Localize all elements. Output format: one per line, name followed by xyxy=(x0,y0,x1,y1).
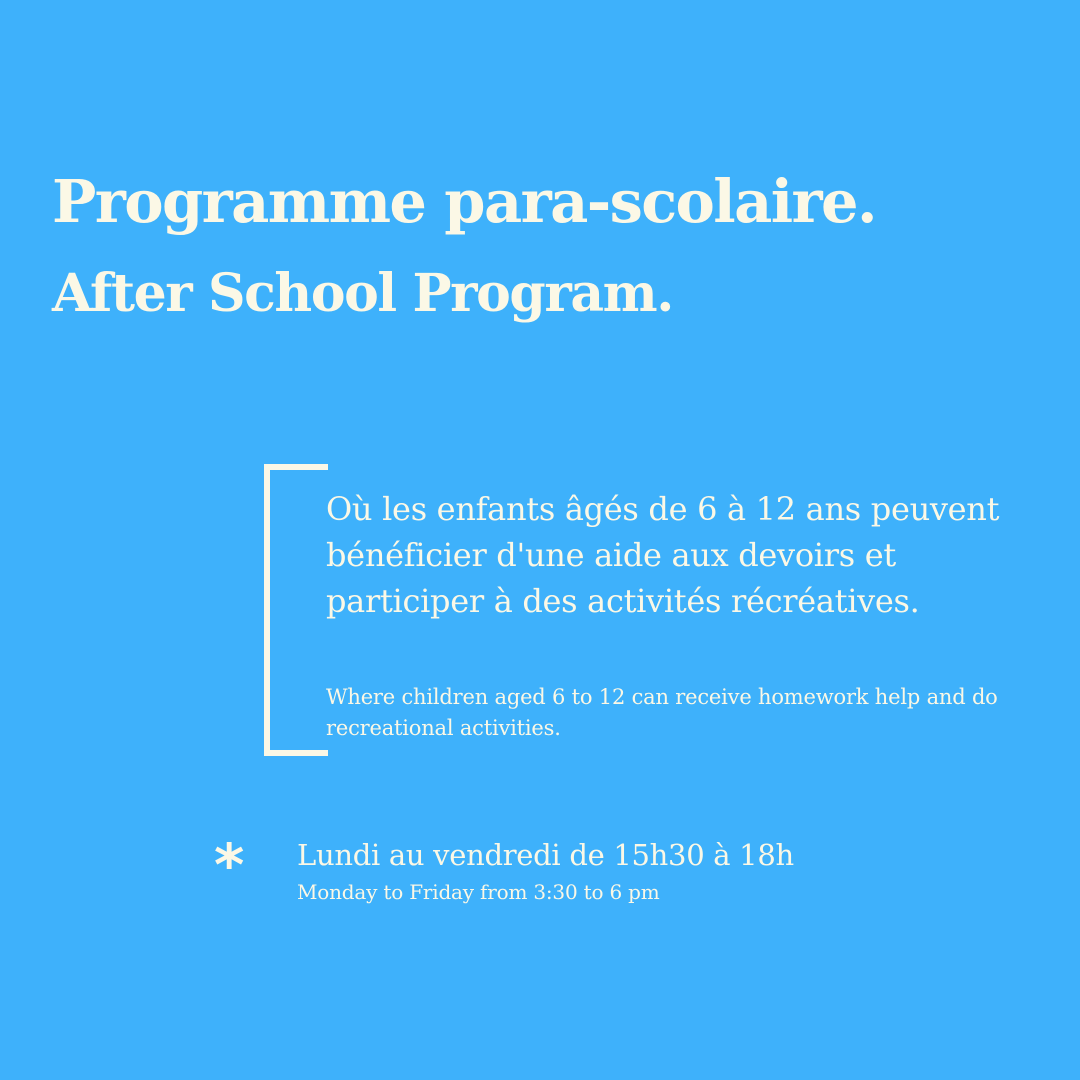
description-french: Où les enfants âgés de 6 à 12 ans peuvent bénéficier d'une aide aux devoirs et participer à des activités récréatives. xyxy=(326,490,1000,620)
bracket-decoration xyxy=(264,464,328,756)
description-english: Where children aged 6 to 12 can receive homework help and do recreational activities. xyxy=(326,685,998,740)
title-english: After School Program. xyxy=(52,263,674,324)
asterisk-icon: * xyxy=(214,831,245,899)
schedule-english: Monday to Friday from 3:30 to 6 pm xyxy=(297,880,660,904)
schedule-french: Lundi au vendredi de 15h30 à 18h xyxy=(297,838,794,872)
title-french: Programme para-scolaire. xyxy=(52,167,876,236)
